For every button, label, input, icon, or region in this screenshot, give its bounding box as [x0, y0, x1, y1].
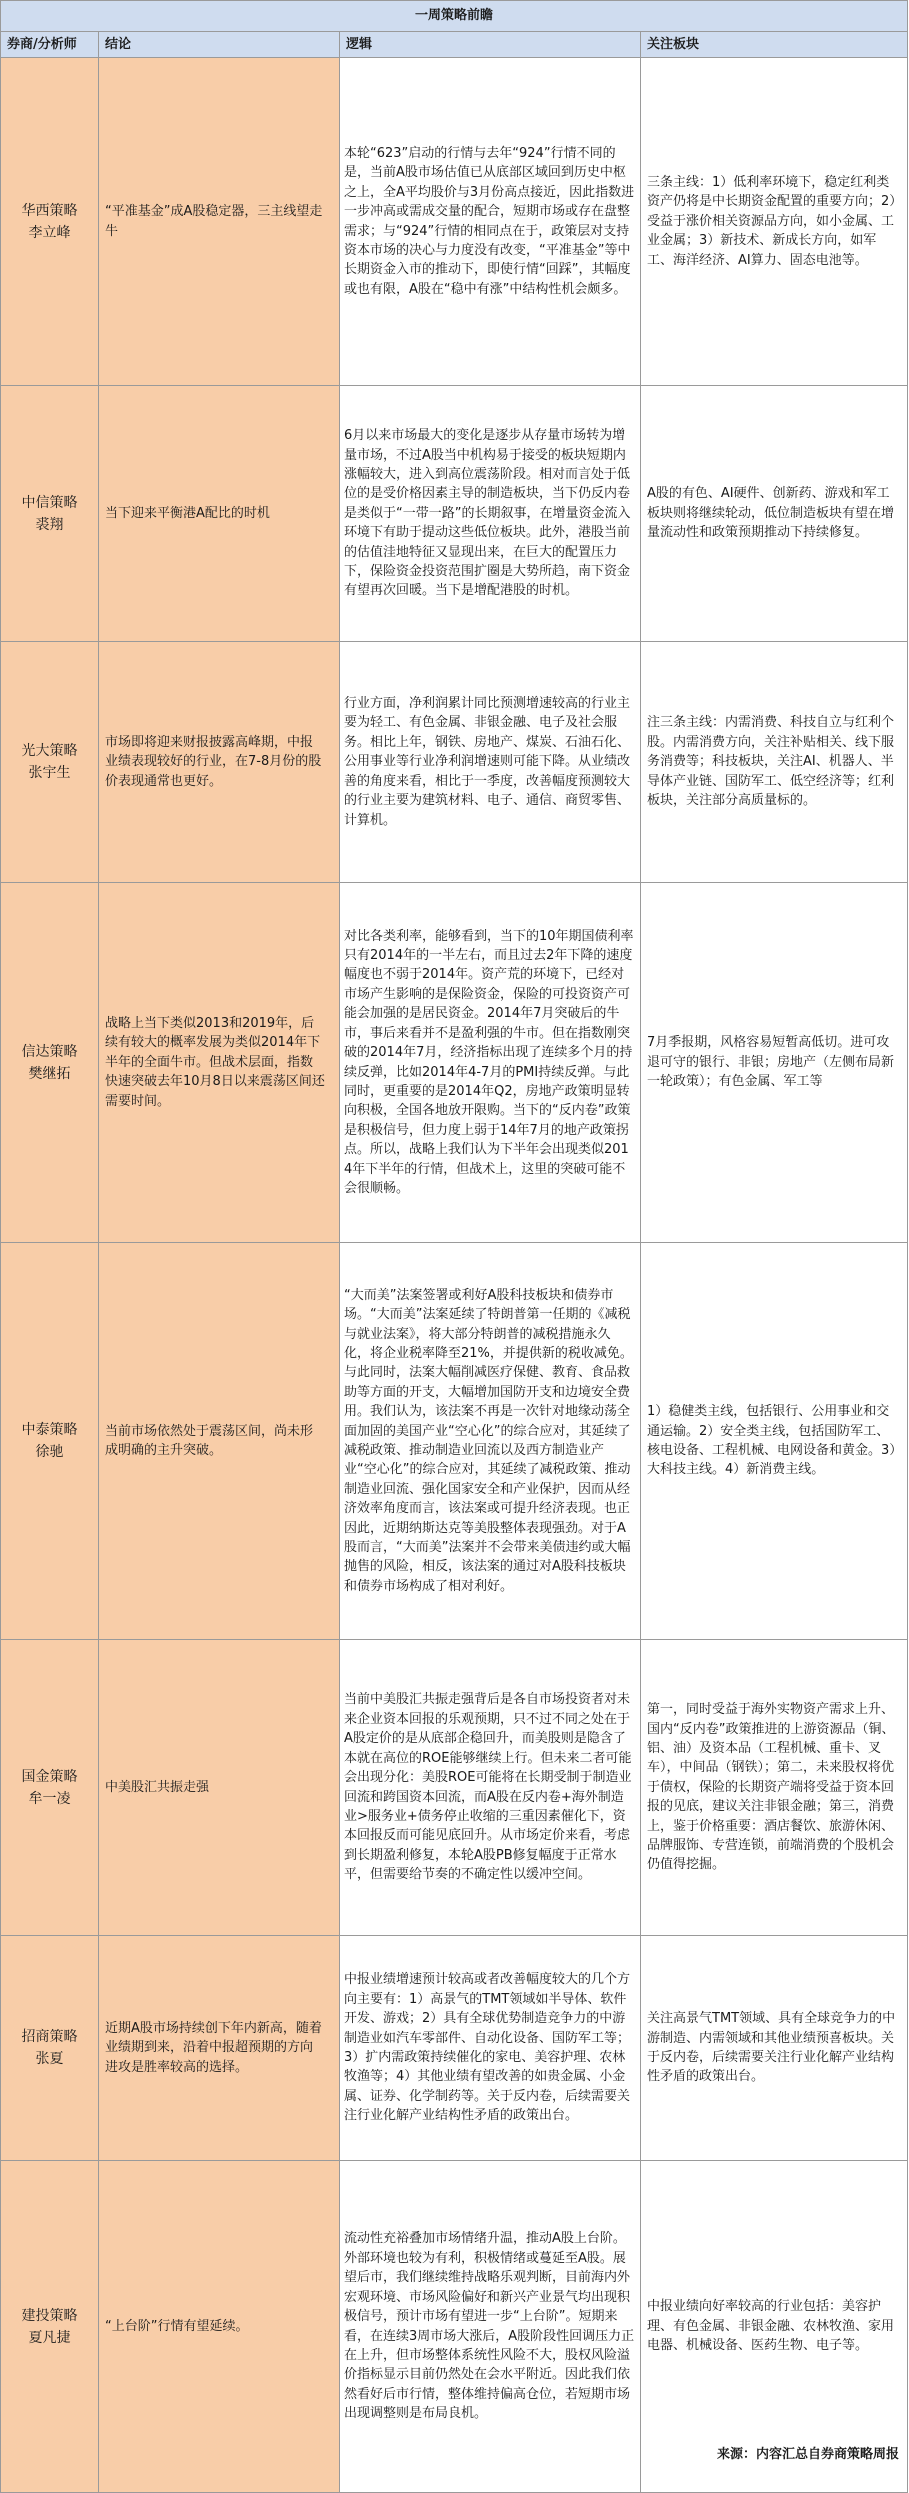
logic-cell: 行业方面，净利润累计同比预测增速较高的行业主要为轻工、有色金属、非银金融、电子及社会服务。相比上年，钢铁、房地产、煤炭、石油石化、公用事业等行业净利润增速则可能下降。从业绩改善的角度来看，相比于一季度，改善幅度预测较大的行业主要为建筑材料、电子、通信、商贸零售、计算机。	[340, 642, 641, 883]
firm-name: 信达策略	[21, 1043, 78, 1060]
firm-name: 华西策略	[21, 202, 78, 219]
logic-cell: “大而美”法案签署或利好A股科技板块和债券市场。“大而美”法案延续了特朗普第一任期的《减税与就业法案》，将大部分特朗普的减税措施永久化，将企业税率降至21%，并提供新的税收减免。与此同时，法案大幅削减医疗保健、教育、食品救助等方面的开支，大幅增加国防开支和边境安全费用。我们认为，该法案不再是一次针对地缘动荡全面加固的美国产业“空心化”的综合应对，其延续了减税政策、推动制造业回流以及西方制造业产业“空心化”的综合应对，其延续了减税政策、推动制造业回流、强化国家安全和产业保护，因而从经济效率角度而言，该法案或可提升经济表现。也正因此，近期纳斯达克等美股整体表现强劲。对于A股而言，“大而美”法案并不会带来美债违约或大幅抛售的风险，相反，该法案的通过对A股科技板块和债券市场构成了相对利好。	[340, 1243, 641, 1640]
table-row	[1, 58, 908, 386]
firm-name: 招商策略	[21, 2029, 78, 2045]
header-conclusion: 结论	[99, 32, 340, 58]
firm-name: 建投策略	[21, 2307, 78, 2324]
table-row	[1, 1936, 908, 2161]
conclusion-cell: 当前市场依然处于震荡区间，尚未形成明确的主升突破。	[99, 1243, 340, 1640]
conclusion-cell: “平准基金”成A股稳定器，三主线望走牛	[99, 58, 340, 386]
conclusion-cell: 近期A股市场持续创下年内新高，随着业绩期到来，沿着中报超预期的方向进攻是胜率较高的选择。	[99, 1936, 340, 2161]
logic-cell: 当前中美股汇共振走强背后是各自市场投资者对未来企业资本回报的乐观预期，只不过不同之处在于A股定价的是从底部企稳回升，而美股则是隐含了本就在高位的ROE能够继续上行。但未来二者可能会出现分化：美股ROE可能将在长期受制于制造业回流和跨国资本回流，而A股在反内卷+海外制造业>服务业+债务停止收缩的三重因素催化下，资本回报反而可能见底回升。从市场定价来看，考虑到长期盈利修复，本轮A股PB修复幅度于正常水平，但需要给节奏的不确定性以缓冲空间。	[340, 1640, 641, 1936]
logic-cell: 对比各类利率，能够看到，当下的10年期国债利率只有2014年的一半左右，而且过去2年下降的速度幅度也不弱于2014年。资产荒的环境下，已经对市场产生影响的是保险资金，保险的可投资资产可能会加强的是居民资金。2014年7月突破后的牛市，事后来看并不是盈利强的牛市。但在指数刚突破的2014年7月，经济指标出现了连续多个月的持续反弹，比如2014年4-7月的PMI持续反弹。与此同时，更重要的是2014年Q2，房地产政策明显转向积极，全国各地放开限购。当下的“反内卷”政策是积极信号，但力度上弱于14年7月的地产政策拐点。所以，战略上我们认为下半年会出现类似2014年下半年的行情，但战术上，这里的突破可能不会很顺畅。	[340, 883, 641, 1243]
firm-cell	[1, 58, 99, 386]
logic-cell: 中报业绩增速预计较高或者改善幅度较大的几个方向主要有：1）高景气的TMT领域如半导体、软件开发、游戏；2）具有全球优势制造竞争力的中游制造业如汽车零部件、自动化设备、国防军工等；3）扩内需政策持续催化的家电、美容护理、农林牧渔等；4）其他业绩有望改善的如贵金属、小金属、证券、化学制药等。关于反内卷，后续需要关注行业化解产业结构性矛盾的政策出台。	[340, 1936, 641, 2161]
firm-cell	[1, 1936, 99, 2161]
firm-name: 光大策略	[21, 743, 78, 759]
table-title: 一周策略前瞻	[1, 1, 908, 32]
header-firm: 券商/分析师	[1, 32, 99, 58]
sectors-cell: A股的有色、AI硬件、创新药、游戏和军工板块则将继续轮动，低位制造板块有望在增量流动性和政策预期推动下持续修复。	[641, 386, 908, 642]
conclusion-cell: 战略上当下类似2013和2019年，后续有较大的概率发展为类似2014年下半年的全面牛市。但战术层面，指数快速突破去年10月8日以来震荡区间还需要时间。	[99, 883, 340, 1243]
logic-cell: 流动性充裕叠加市场情绪升温，推动A股上台阶。外部环境也较为有利，积极情绪或蔓延至A股。展望后市，我们继续维持战略乐观判断，目前海内外宏观环境、市场风险偏好和新兴产业景气均出现积极信号，预计市场有望进一步“上台阶”。短期来看，在连续3周市场大涨后，A股阶段性回调压力正在上升，但市场整体系统性风险不大，股权风险溢价指标显示目前仍然处在会水平附近。因此我们依然看好后市行情，整体维持偏高仓位，若短期市场出现调整则是布局良机。	[340, 2161, 641, 2493]
firm-name: 国金策略	[21, 1768, 78, 1785]
sectors-cell: 关注高景气TMT领域、具有全球竞争力的中游制造、内需领域和其他业绩预喜板块。关于反内卷，后续需要关注行业化解产业结构性矛盾的政策出台。	[641, 1936, 908, 2161]
source-note: 来源：内容汇总自券商策略周报	[716, 2447, 899, 2462]
logic-cell: 本轮“623”启动的行情与去年“924”行情不同的是，当前A股市场估值已从底部区域回到历史中枢之上，全A平均股价与3月份高点接近，因此指数进一步冲高或需成交量的配合，短期市场或存在盘整需求；与“924”行情的相同点在于，政策层对支持资本市场的决心与力度没有改变，“平准基金”等中长期资金入市的推动下，即使行情“回踩”，其幅度或也有限，A股在“稳中有涨”中结构性机会颇多。	[340, 58, 641, 386]
conclusion-cell: 市场即将迎来财报披露高峰期，中报业绩表现较好的行业，在7-8月份的股价表现通常也更好。	[99, 642, 340, 883]
analyst-name: 张宇生	[28, 765, 71, 781]
table-row	[1, 883, 908, 1243]
conclusion-cell: 当下迎来平衡港A配比的时机	[99, 386, 340, 642]
header-logic: 逻辑	[340, 32, 641, 58]
analyst-name: 樊继拓	[28, 1065, 71, 1082]
firm-cell	[1, 642, 99, 883]
logic-cell: 6月以来市场最大的变化是逐步从存量市场转为增量市场，不过A股当中机构易于接受的板块短期内涨幅较大，进入到高位震荡阶段。相对而言处于低位的是受价格因素主导的制造板块，当下仍反内卷是类似于“一带一路”的长期叙事，在增量资金流入环境下有助于提动这些低位板块。此外，港股当前的估值洼地特征又显现出来，在巨大的配置压力下，保险资金投资范围扩圈是大势所趋，南下资金有望再次回暖。当下是增配港股的时机。	[340, 386, 641, 642]
header-sectors: 关注板块	[641, 32, 908, 58]
firm-name: 中泰策略	[21, 1422, 78, 1438]
firm-cell	[1, 883, 99, 1243]
analyst-name: 夏凡捷	[28, 2329, 71, 2346]
sectors-cell: 7月季报期，风格容易短暂高低切。进可攻退可守的银行、非银；房地产（左侧布局新一轮政策）；有色金属、军工等	[641, 883, 908, 1243]
firm-cell	[1, 1243, 99, 1640]
conclusion-cell: 中美股汇共振走强	[99, 1640, 340, 1936]
conclusion-cell: “上台阶”行情有望延续。	[99, 2161, 340, 2493]
analyst-name: 裘翔	[35, 516, 64, 533]
firm-cell	[1, 1640, 99, 1936]
table-row	[1, 642, 908, 883]
sectors-cell: 注三条主线：内需消费、科技自立与红利个股。内需消费方向，关注补贴相关、线下服务消费等；科技板块，关注AI、机器人、半导体产业链、国防军工、低空经济等；红利板块，关注部分高质量标的。	[641, 642, 908, 883]
sectors-cell: 1）稳健类主线，包括银行、公用事业和交通运输。2）安全类主线，包括国防军工、核电设备、工程机械、电网设备和黄金。3）大科技主线。4）新消费主线。	[641, 1243, 908, 1640]
firm-name: 中信策略	[21, 494, 78, 511]
analyst-name: 徐驰	[35, 1444, 64, 1460]
table-row	[1, 386, 908, 642]
analyst-name: 张夏	[35, 2051, 64, 2067]
analyst-name: 李立峰	[28, 224, 71, 241]
sectors-cell: 第一，同时受益于海外实物资产需求上升、国内“反内卷”政策推进的上游资源品（铜、铝、油）及资本品（工程机械、重卡、叉车），中间品（钢铁）；第二，未来股权将优于债权，保险的长期资产端将受益于资本回报的见底，建议关注非银金融；第三，消费上，鉴于价格重要：酒店餐饮、旅游休闲、品牌服饰、专营连锁，前端消费的个股机会仍值得挖掘。	[641, 1640, 908, 1936]
table-row	[1, 1243, 908, 1640]
firm-cell	[1, 386, 99, 642]
analyst-name: 牟一凌	[28, 1790, 71, 1807]
sectors-cell: 中报业绩向好率较高的行业包括：美容护理、有色金属、非银金融、农林牧渔、家用电器、机械设备、医药生物、电子等。	[641, 2161, 908, 2493]
table-row	[1, 1640, 908, 1936]
sectors-cell: 三条主线：1）低利率环境下，稳定红利类资产仍将是中长期资金配置的重要方向；2）受益于涨价相关资源品方向，如小金属、工业金属；3）新技术、新成长方向，如军工、海洋经济、AI算力、固态电池等。	[641, 58, 908, 386]
firm-cell	[1, 2161, 99, 2493]
